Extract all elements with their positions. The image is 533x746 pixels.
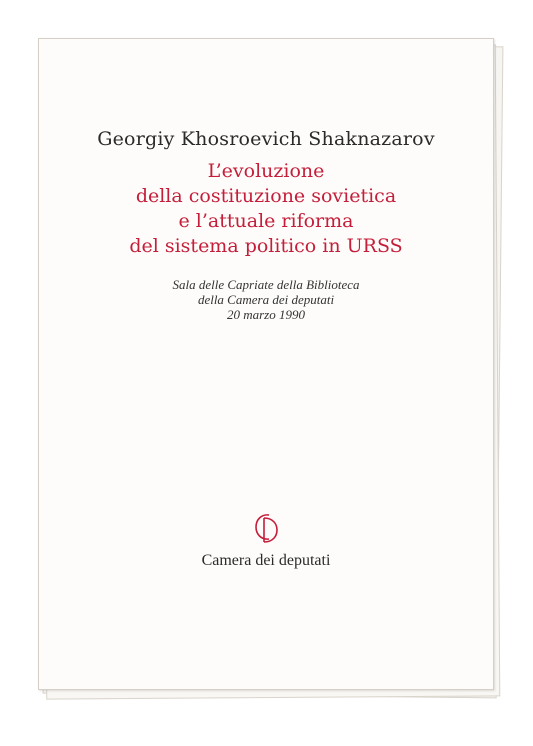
- event-line: 20 marzo 1990: [226, 307, 305, 322]
- camera-dei-deputati-monogram-icon: [39, 511, 493, 545]
- author-name: Georgiy Khosroevich Shaknazarov: [97, 128, 435, 150]
- event-details: [39, 277, 493, 322]
- book-title: [39, 159, 493, 259]
- cover-page: [38, 38, 494, 690]
- event-line: Sala delle Capriate della Biblioteca: [172, 277, 360, 292]
- publisher-name: Camera dei deputati: [201, 552, 331, 569]
- event-line: della Camera dei deputati: [197, 292, 335, 307]
- title-line: della costituzione sovietica: [135, 185, 397, 207]
- title-line: e l’attuale riforma: [178, 210, 354, 232]
- title-line: del sistema politico in URSS: [129, 235, 403, 257]
- title-line: L’evoluzione: [207, 160, 325, 182]
